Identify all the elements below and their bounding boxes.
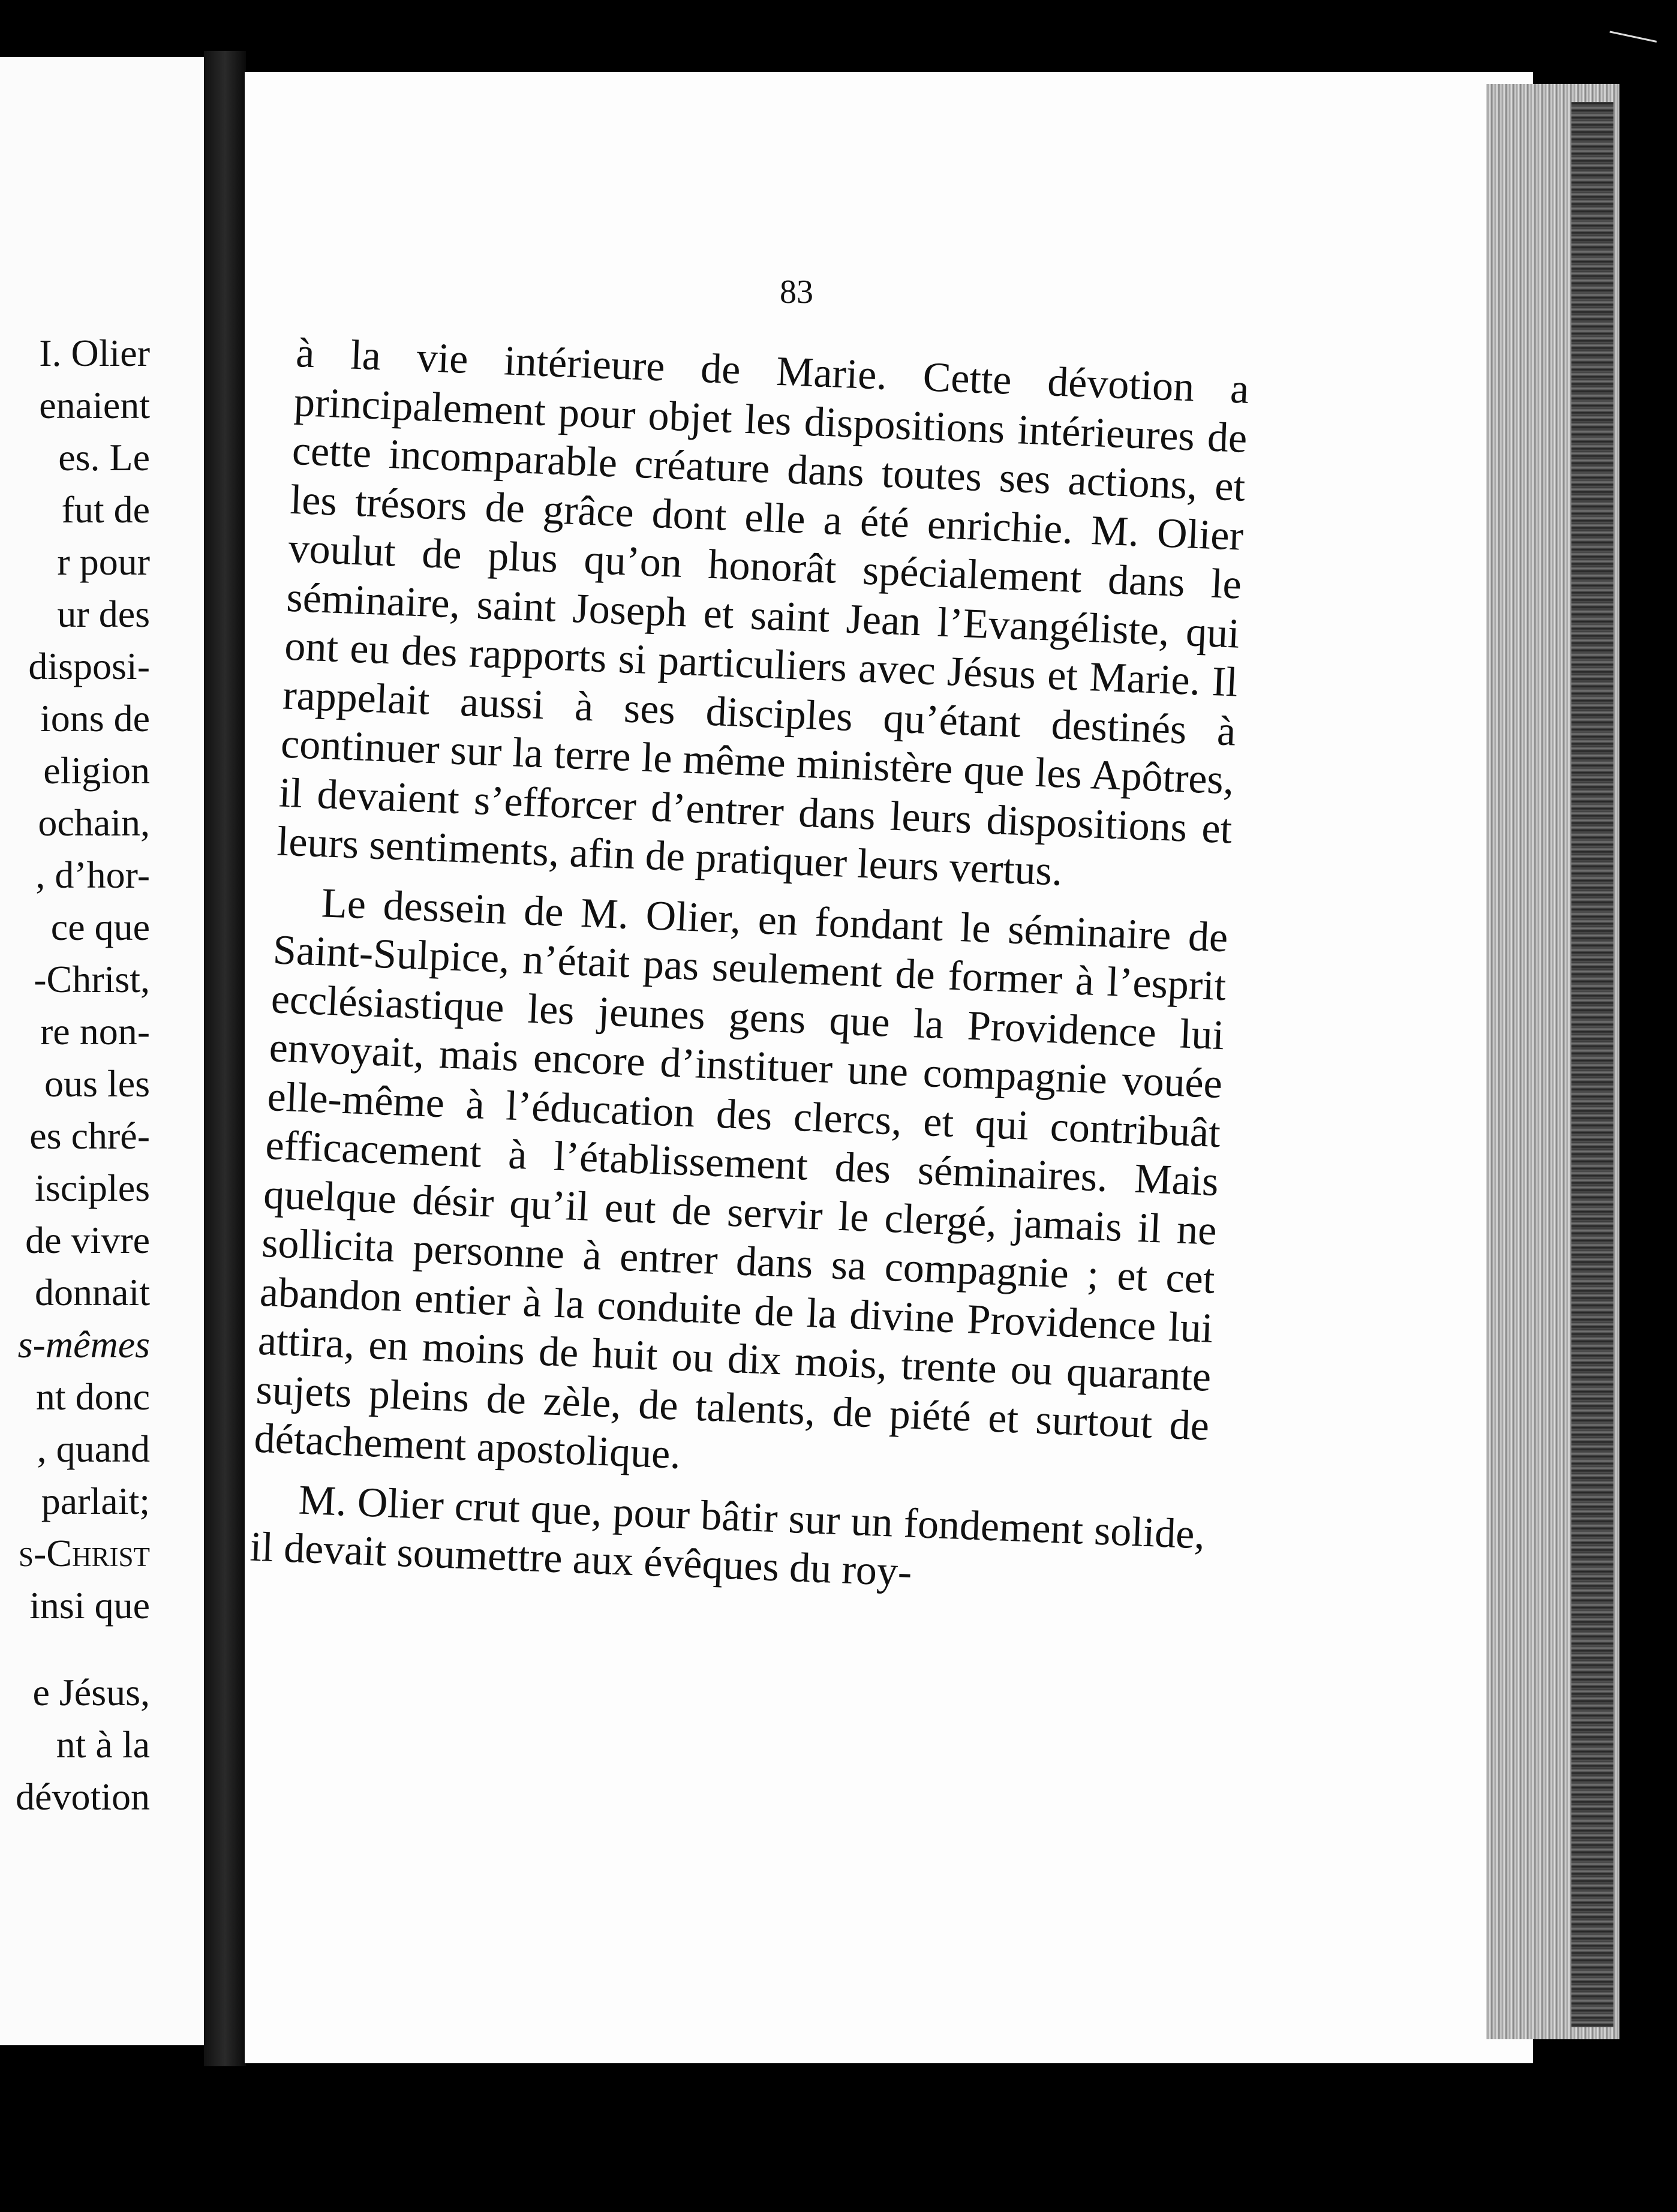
- left-page-line: ur des: [57, 593, 150, 635]
- left-page-line: ce que: [50, 906, 150, 948]
- left-page-line: isciples: [35, 1167, 150, 1209]
- book-gutter: [204, 51, 246, 2066]
- left-page-line: insi que: [29, 1584, 150, 1627]
- left-page-line: es. Le: [58, 436, 150, 479]
- scan-corner-mark: [1609, 13, 1660, 43]
- left-page-line: s-Christ: [18, 1532, 150, 1574]
- left-page-line: nt à la: [56, 1723, 150, 1766]
- left-page-line: fut de: [61, 488, 150, 531]
- left-page-gap: [0, 1631, 150, 1666]
- left-page-line: disposi-: [28, 645, 150, 687]
- left-page-text: [0, 327, 150, 1823]
- body-text: [249, 329, 1249, 1608]
- left-page-line: enaient: [39, 384, 150, 426]
- left-page-line: re non-: [40, 1010, 150, 1053]
- left-page-line: es chré-: [29, 1114, 150, 1157]
- left-page-line: , quand: [37, 1427, 150, 1470]
- left-page-line: I. Olier: [39, 332, 150, 374]
- left-page-line: de vivre: [25, 1219, 150, 1261]
- left-page-line: ions de: [40, 697, 150, 740]
- paragraph-3: M. Olier crut que, pour bâtir sur un fondement solide, il devait soumettre aux évêques du roy-: [249, 1477, 1206, 1595]
- left-page-line: parlait;: [41, 1480, 150, 1522]
- page-edge-shadow: [1571, 102, 1613, 2027]
- left-page-line: -Christ,: [34, 958, 150, 1000]
- paragraph-2: Le dessein de M. Olier, en fondant le séminaire de Saint-Sulpice, n’était pas seulement de former à l’esprit ecclésiastique les jeunes gens que la Providence lui envoyait, mais encore d’instituer une compagnie vouée elle-même à l’éducation des clercs, et qui contribuât efficacement à l’établissement des séminaires. Mais quelque désir qu’il eut de servir le clergé, jamais il ne sollicita personne à entrer dans sa compagnie ; et cet abandon entier à la conduite de la divine Providence lui attira, en moins de huit ou dix mois, trente ou quarante sujets pleins de zèle, de talents, de piété et surtout de détachement apostolique.: [253, 879, 1229, 1478]
- left-page-line: eligion: [43, 749, 150, 792]
- left-page-line: donnait: [35, 1271, 150, 1314]
- left-page-line: s-mêmes: [17, 1323, 150, 1366]
- left-page-line: nt donc: [35, 1375, 150, 1418]
- left-page-line: e Jésus,: [32, 1671, 150, 1714]
- page-number: 83: [780, 274, 813, 311]
- left-page-line: , d’hor-: [35, 853, 150, 896]
- paragraph-1: à la vie intérieure de Marie. Cette dévotion a principalement pour objet les dispositions intérieures de cette incomparable créature dans toutes ses actions, et les trésors de grâce dont elle a été enrichie. M. Olier voulut de plus qu’on honorât spécialement dans le séminaire, saint Joseph et saint Jean l’Evangéliste, qui ont eu des rapports si particuliers avec Jésus et Marie. Il rappelait aussi à ses disciples qu’étant destinés à continuer sur la terre le même ministère que les Apôtres, il devaient s’efforcer d’entrer dans leurs dispositions et leurs sentiments, afin de pratiquer leurs vertus.: [276, 329, 1250, 895]
- left-page-line: ous les: [44, 1062, 150, 1105]
- left-page-line: dévotion: [16, 1775, 150, 1818]
- left-page-line: r pour: [57, 540, 150, 583]
- left-page-line: ochain,: [38, 801, 150, 844]
- left-page: [0, 57, 204, 2045]
